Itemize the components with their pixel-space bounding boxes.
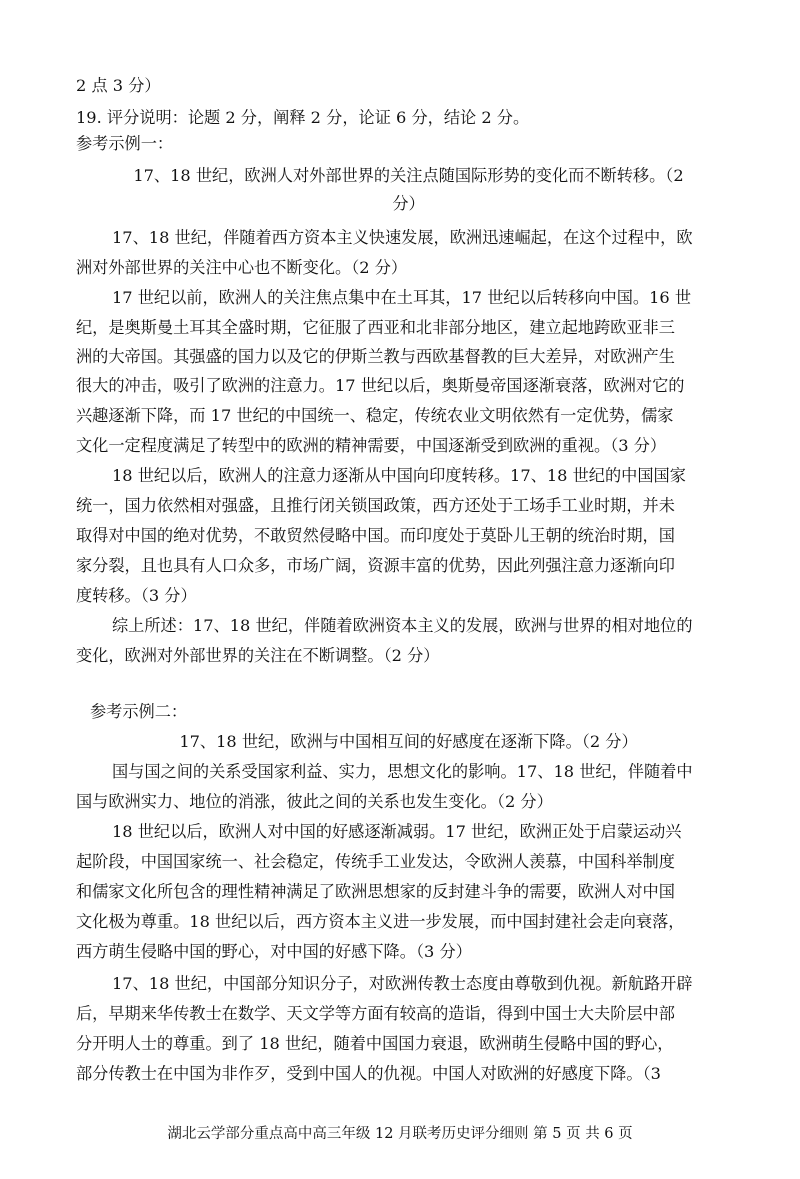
text-line: 兴趣逐渐下降，而 17 世纪的中国统一、稳定，传统农业文明依然有一定优势，儒家 xyxy=(76,406,674,425)
text-line: 取得对中国的绝对优势，不敢贸然侵略中国。而印度处于莫卧儿王朝的统治时期，国 xyxy=(76,526,675,545)
text-line: 19. 评分说明：论题 2 分，阐释 2 分，论证 6 分，结论 2 分。 xyxy=(76,108,530,127)
text-line: 文化极为尊重。18 世纪以后，西方资本主义进一步发展，而中国封建社会走向衰落， xyxy=(76,912,685,931)
text-line: 分开明人士的尊重。到了 18 世纪，随着中国国力衰退，欧洲萌生侵略中国的野心， xyxy=(76,1034,674,1053)
text-line: 家分裂，且也具有人口众多，市场广阔，资源丰富的优势，因此列强注意力逐渐向印 xyxy=(76,556,675,575)
text-line: 参考示例二： xyxy=(90,702,188,721)
text-line: 西方萌生侵略中国的野心，对中国的好感下降。（3 分） xyxy=(76,942,472,961)
text-line: 统一，国力依然相对强盛，且推行闭关锁国政策，西方还处于工场手工业时期，并未 xyxy=(76,496,675,515)
text-line: 17、18 世纪，中国部分知识分子，对欧洲传教士态度由尊敬到仇视。新航路开辟 xyxy=(112,974,693,993)
text-line: 参考示例一： xyxy=(76,134,174,153)
text-line: 17、18 世纪，伴随着西方资本主义快速发展，欧洲迅速崛起，在这个过程中，欧 xyxy=(112,228,693,247)
text-line: 起阶段，中国国家统一、社会稳定，传统手工业发达，令欧洲人羡慕，中国科举制度 xyxy=(76,852,675,871)
text-line: 文化一定程度满足了转型中的欧洲的精神需要，中国逐渐受到欧洲的重视。（3 分） xyxy=(76,436,667,455)
text-line: 纪，是奥斯曼土耳其全盛时期，它征服了西亚和北非部分地区，建立起地跨欧亚非三 xyxy=(76,318,675,337)
text-line: 分） xyxy=(392,194,425,213)
text-line: 17 世纪以前，欧洲人的关注焦点集中在土耳其，17 世纪以后转移向中国。16 世 xyxy=(112,288,692,307)
text-line: 度转移。（3 分） xyxy=(76,586,197,605)
text-line: 洲对外部世界的关注中心也不断变化。（2 分） xyxy=(76,258,408,277)
text-line: 17、18 世纪，欧洲人对外部世界的关注点随国际形势的变化而不断转移。（2 xyxy=(133,166,684,185)
text-line: 后，早期来华传教士在数学、天文学等方面有较高的造诣，得到中国士大夫阶层中部 xyxy=(76,1004,675,1023)
text-line: 综上所述：17、18 世纪，伴随着欧洲资本主义的发展，欧洲与世界的相对地位的 xyxy=(112,616,693,635)
text-line: 国与欧洲实力、地位的消涨，彼此之间的关系也发生变化。（2 分） xyxy=(76,792,553,811)
text-line: 18 世纪以后，欧洲人对中国的好感逐渐减弱。17 世纪，欧洲正处于启蒙运动兴 xyxy=(112,822,682,841)
text-line: 国与国之间的关系受国家利益、实力，思想文化的影响。17、18 世纪，伴随着中 xyxy=(112,762,693,781)
text-line: 2 点 3 分） xyxy=(76,76,161,95)
text-line: 和儒家文化所包含的理性精神满足了欧洲思想家的反封建斗争的需要，欧洲人对中国 xyxy=(76,882,675,901)
text-line: 部分传教士在中国为非作歹，受到中国人的仇视。中国人对欧洲的好感度下降。（3 xyxy=(76,1064,661,1083)
text-line: 17、18 世纪，欧洲与中国相互间的好感度在逐渐下降。（2 分） xyxy=(179,732,638,751)
text-line: 变化，欧洲对外部世界的关注在不断调整。（2 分） xyxy=(76,646,440,665)
text-line: 18 世纪以后，欧洲人的注意力逐渐从中国向印度转移。17、18 世纪的中国国家 xyxy=(112,466,686,485)
page-footer: 湖北云学部分重点高中高三年级 12 月联考历史评分细则 第 5 页 共 6 页 xyxy=(167,1126,633,1142)
text-line: 很大的冲击，吸引了欧洲的注意力。17 世纪以后，奥斯曼帝国逐渐衰落，欧洲对它的 xyxy=(76,376,685,395)
text-line: 洲的大帝国。其强盛的国力以及它的伊斯兰教与西欧基督教的巨大差异，对欧洲产生 xyxy=(76,347,675,366)
